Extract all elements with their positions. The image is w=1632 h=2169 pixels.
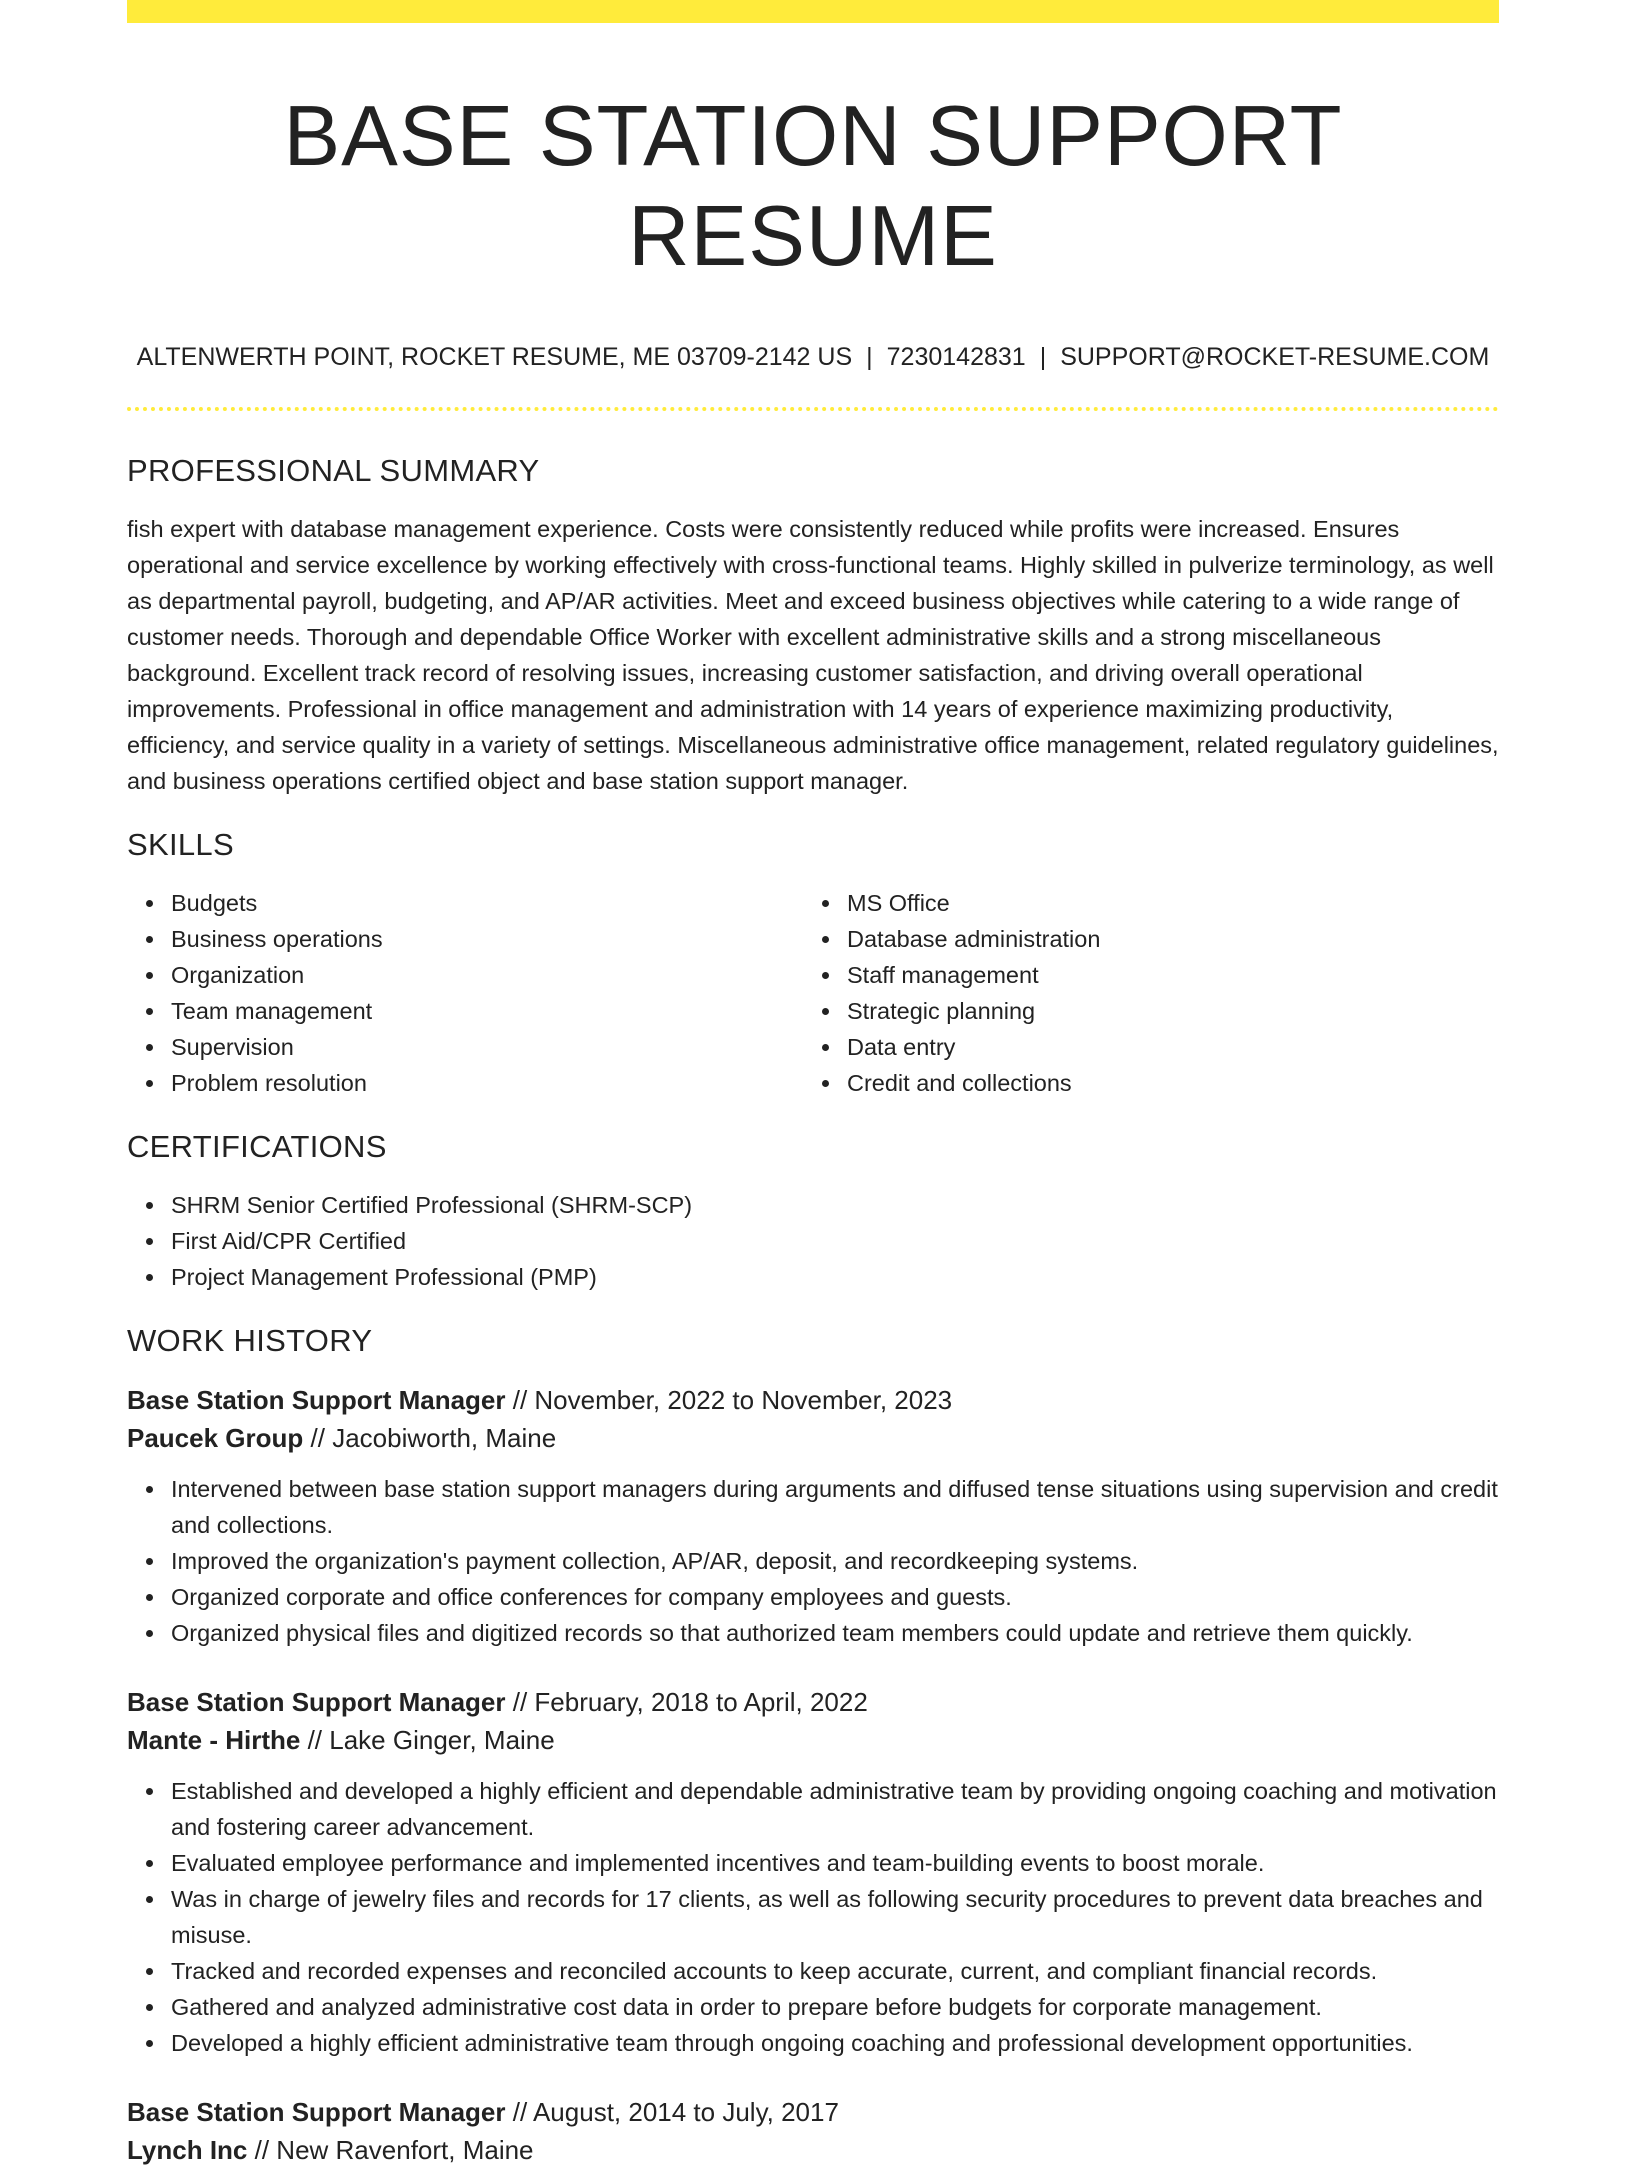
job-company-line	[127, 1721, 1499, 1759]
certifications-section	[127, 1127, 1499, 1295]
job-bullet-list	[127, 1773, 1499, 2061]
job-dates: November, 2022 to November, 2023	[534, 1385, 953, 1415]
job-company-line	[127, 1419, 1499, 1457]
certification-item: First Aid/CPR Certified	[127, 1223, 1499, 1259]
job-entry	[127, 1381, 1499, 1651]
certification-item: SHRM Senior Certified Professional (SHRM-SCP)	[127, 1187, 1499, 1223]
skill-item: Budgets	[127, 885, 803, 921]
job-bullet: Improved the organization's payment collection, AP/AR, deposit, and recordkeeping systems.	[127, 1543, 1499, 1579]
skill-item: MS Office	[803, 885, 1479, 921]
contact-email: SUPPORT@ROCKET-RESUME.COM	[1060, 343, 1490, 371]
job-title: Base Station Support Manager	[127, 2097, 506, 2127]
summary-section	[127, 451, 1499, 799]
job-location: Jacobiworth, Maine	[332, 1423, 557, 1453]
top-accent-bar	[127, 0, 1499, 23]
certifications-list	[127, 1187, 1499, 1295]
job-separator: //	[303, 1423, 333, 1453]
certifications-heading: CERTIFICATIONS	[127, 1129, 387, 1164]
job-company: Paucek Group	[127, 1423, 304, 1453]
skill-item: Data entry	[803, 1029, 1479, 1065]
job-dates: February, 2018 to April, 2022	[534, 1687, 868, 1717]
job-entry	[127, 1683, 1499, 2061]
skill-item: Supervision	[127, 1029, 803, 1065]
contact-address: ALTENWERTH POINT, ROCKET RESUME, ME 03709-2142 US	[136, 343, 853, 371]
resume-title: BASE STATION SUPPORT RESUME	[283, 89, 1343, 284]
summary-text: fish expert with database management experience. Costs were consistently reduced while profits were increased. Ensures operational and service excellence by working effectively with cross-functional teams. Highly skilled in pulverize terminology, as well as departmental payroll, budgeting, and AP/AR activities. Meet and exceed business objectives while catering to a wide range of customer needs. Thorough and dependable Office Worker with excellent administrative skills and a strong miscellaneous background. Excellent track record of resolving issues, increasing customer satisfaction, and driving overall operational improvements. Professional in office management and administration with 14 years of experience maximizing productivity, efficiency, and service quality in a variety of settings. Miscellaneous administrative office management, related regulatory guidelines, and business operations certified object and base station support manager.	[127, 516, 1499, 794]
contact-line	[127, 341, 1499, 373]
job-separator: //	[505, 1385, 535, 1415]
skills-list-left	[127, 885, 803, 1101]
resume-page	[127, 0, 1499, 2169]
job-bullet: Organized physical files and digitized records so that authorized team members could update and retrieve them quickly.	[127, 1615, 1499, 1651]
skills-list-right	[803, 885, 1479, 1101]
job-dates: August, 2014 to July, 2017	[532, 2097, 839, 2127]
contact-separator: |	[866, 343, 873, 371]
job-separator: //	[505, 2097, 533, 2127]
skills-heading: SKILLS	[127, 827, 234, 862]
job-title-line	[127, 1683, 1499, 1721]
job-bullet: Tracked and recorded expenses and reconciled accounts to keep accurate, current, and compliant financial records.	[127, 1953, 1499, 1989]
job-bullet-list	[127, 1471, 1499, 1651]
job-company-line	[127, 2131, 1499, 2169]
skill-item: Strategic planning	[803, 993, 1479, 1029]
job-company: Lynch Inc	[127, 2135, 248, 2165]
skill-item: Team management	[127, 993, 803, 1029]
job-title: Base Station Support Manager	[127, 1687, 506, 1717]
skill-item: Credit and collections	[803, 1065, 1479, 1101]
skill-item: Organization	[127, 957, 803, 993]
job-bullet: Organized corporate and office conferences for company employees and guests.	[127, 1579, 1499, 1615]
job-separator: //	[300, 1725, 330, 1755]
job-location: Lake Ginger, Maine	[329, 1725, 555, 1755]
job-location: New Ravenfort, Maine	[276, 2135, 534, 2165]
work-history-heading: WORK HISTORY	[127, 1323, 373, 1358]
job-bullet: Was in charge of jewelry files and records for 17 clients, as well as following security procedures to prevent data breaches and misuse.	[127, 1881, 1499, 1953]
job-separator: //	[247, 2135, 277, 2165]
job-title-line	[127, 1381, 1499, 1419]
job-entry	[127, 2093, 1499, 2169]
job-company: Mante - Hirthe	[127, 1725, 301, 1755]
job-bullet: Intervened between base station support managers during arguments and diffused tense situations using supervision and credit and collections.	[127, 1471, 1499, 1543]
skill-item: Business operations	[127, 921, 803, 957]
contact-separator: |	[1039, 343, 1047, 371]
skill-item: Database administration	[803, 921, 1479, 957]
skills-grid	[127, 885, 1499, 1101]
skills-section	[127, 825, 1499, 1101]
job-bullet: Established and developed a highly efficient and dependable administrative team by providing ongoing coaching and motivation and fostering career advancement.	[127, 1773, 1499, 1845]
job-separator: //	[505, 1687, 535, 1717]
job-bullet: Gathered and analyzed administrative cost data in order to prepare before budgets for corporate management.	[127, 1989, 1499, 2025]
job-bullet: Evaluated employee performance and implemented incentives and team-building events to boost morale.	[127, 1845, 1499, 1881]
skill-item: Staff management	[803, 957, 1479, 993]
skill-item: Problem resolution	[127, 1065, 803, 1101]
dotted-divider	[127, 407, 1499, 411]
contact-phone: 7230142831	[886, 343, 1026, 371]
work-history-section	[127, 1321, 1499, 2169]
certification-item: Project Management Professional (PMP)	[127, 1259, 1499, 1295]
job-bullet: Developed a highly efficient administrative team through ongoing coaching and professional development opportunities.	[127, 2025, 1499, 2061]
job-title: Base Station Support Manager	[127, 1385, 506, 1415]
job-title-line	[127, 2093, 1499, 2131]
summary-heading: PROFESSIONAL SUMMARY	[127, 453, 540, 488]
